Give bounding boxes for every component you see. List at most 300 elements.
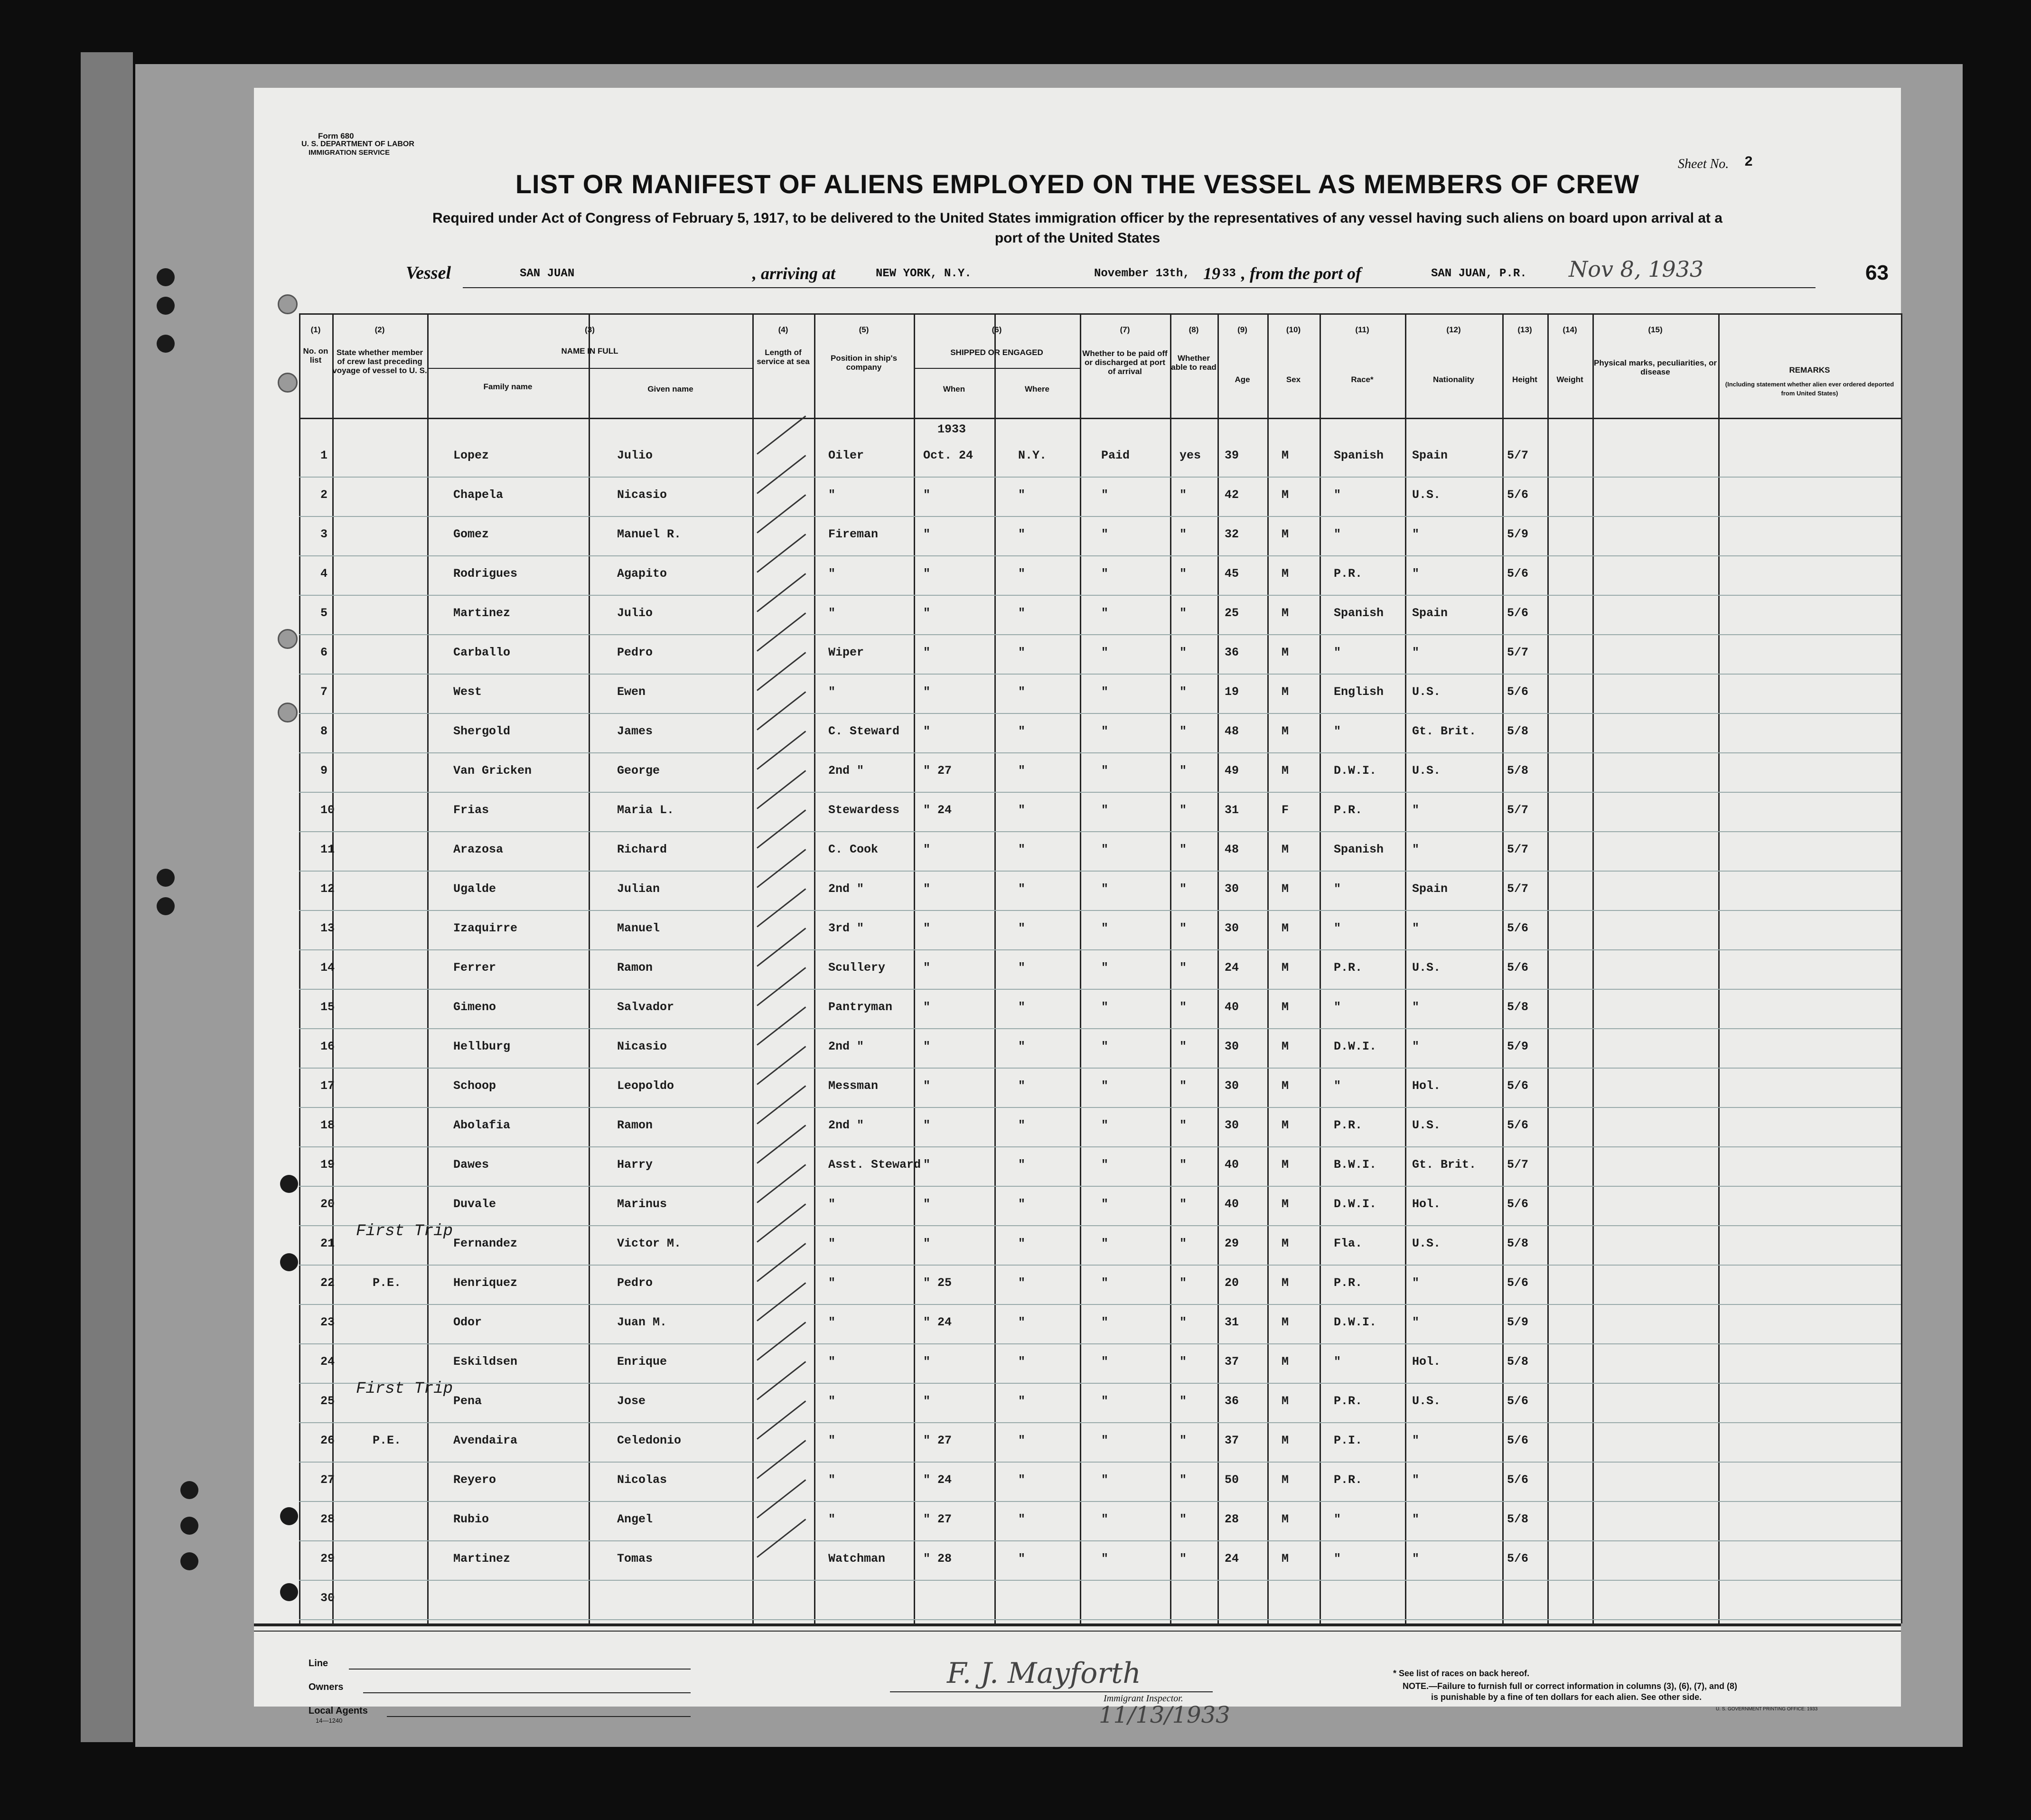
cell-race: " (1334, 1355, 1341, 1369)
row-divider (299, 910, 1901, 911)
cell-nationality: " (1412, 1434, 1420, 1447)
binder-strip (81, 52, 133, 1742)
cell-where: " (1018, 1197, 1026, 1211)
column-number: (4) (778, 325, 788, 334)
cell-no: 19 (320, 1158, 335, 1172)
cell-when: " (923, 843, 931, 856)
local-agents-label: Local Agents (309, 1706, 368, 1716)
cell-position: " (828, 1315, 836, 1329)
cell-age: 50 (1225, 1473, 1239, 1487)
cell-nationality: " (1412, 567, 1420, 581)
cell-family: Gomez (453, 527, 489, 541)
owners-field[interactable] (363, 1692, 691, 1693)
cell-where: " (1018, 1394, 1026, 1408)
cell-when: " 24 (923, 1315, 952, 1329)
cell-read: " (1179, 1040, 1187, 1053)
cell-paid: " (1101, 961, 1109, 975)
cell-age: 31 (1225, 803, 1239, 817)
table-row (254, 1069, 1901, 1109)
cell-position: Messman (828, 1079, 879, 1093)
cell-height: 5/6 (1507, 606, 1529, 620)
cell-race: " (1334, 724, 1341, 738)
cell-height: 5/7 (1507, 1158, 1529, 1172)
cell-sex: M (1282, 843, 1289, 856)
cell-height: 5/6 (1507, 488, 1529, 502)
cell-when: " 28 (923, 1552, 952, 1566)
sheet-number: 2 (1744, 154, 1753, 170)
cell-no: 12 (320, 882, 335, 896)
cell-position: " (828, 1512, 836, 1526)
cell-no: 13 (320, 921, 335, 935)
cell-position: 2nd " (828, 882, 864, 896)
cell-no: 26 (320, 1434, 335, 1447)
cell-position: Stewardess (828, 803, 900, 817)
cell-nationality: U.S. (1412, 1118, 1441, 1132)
binder-hole (180, 1517, 198, 1535)
cell-paid: " (1101, 567, 1109, 581)
row-divider (299, 516, 1901, 517)
cell-no: 8 (320, 724, 328, 738)
cell-nationality: Gt. Brit. (1412, 724, 1477, 738)
cell-race: English (1334, 685, 1384, 699)
cell-height: 5/6 (1507, 1079, 1529, 1093)
header-remarks: REMARKS (1789, 366, 1830, 375)
cell-position: " (828, 1197, 836, 1211)
cell-race: " (1334, 527, 1341, 541)
cell-given: Harry (617, 1158, 653, 1172)
cell-age: 42 (1225, 488, 1239, 502)
cell-sex: M (1282, 1040, 1289, 1053)
cell-sex: M (1282, 1394, 1289, 1408)
cell-age: 30 (1225, 1079, 1239, 1093)
cell-paid: " (1101, 1512, 1109, 1526)
cell-age: 30 (1225, 921, 1239, 935)
cell-when: " (923, 527, 931, 541)
cell-where: " (1018, 1473, 1026, 1487)
cell-height: 5/6 (1507, 1473, 1529, 1487)
cell-sex: M (1282, 1237, 1289, 1250)
column-number: (1) (310, 325, 321, 334)
cell-age: 40 (1225, 1000, 1239, 1014)
cell-race: D.W.I. (1334, 1040, 1377, 1053)
table-row (254, 518, 1901, 557)
cell-race: " (1334, 1000, 1341, 1014)
header-no-on-list: No. on list (303, 347, 328, 365)
cell-no: 4 (320, 567, 328, 581)
cell-race: " (1334, 921, 1341, 935)
column-number: (7) (1120, 325, 1130, 334)
cell-family: Reyero (453, 1473, 496, 1487)
cell-age: 30 (1225, 1040, 1239, 1053)
inspector-date: 11/13/1933 (1099, 1702, 1230, 1728)
column-number: (3) (585, 325, 595, 334)
cell-age: 19 (1225, 685, 1239, 699)
binder-hole (180, 1552, 198, 1570)
cell-age: 29 (1225, 1237, 1239, 1250)
cell-paid: " (1101, 1237, 1109, 1250)
cell-paid: " (1101, 1473, 1109, 1487)
cell-where: " (1018, 1079, 1026, 1093)
cell-family: Rodrigues (453, 567, 518, 581)
cell-sex: M (1282, 1434, 1289, 1447)
cell-race: Spanish (1334, 449, 1384, 462)
cell-paid: " (1101, 1394, 1109, 1408)
signature-line (890, 1691, 1213, 1692)
table-row (254, 439, 1901, 478)
cell-family: Abolafia (453, 1118, 511, 1132)
cell-paid: " (1101, 527, 1109, 541)
form-department: U. S. DEPARTMENT OF LABOR (301, 140, 414, 148)
cell-read: " (1179, 961, 1187, 975)
row-divider (299, 1225, 1901, 1226)
punch-hole (278, 373, 298, 393)
cell-height: 5/6 (1507, 961, 1529, 975)
cell-race: D.W.I. (1334, 1197, 1377, 1211)
cell-age: 30 (1225, 1118, 1239, 1132)
header-bottom-border (299, 418, 1901, 419)
cell-race: " (1334, 1512, 1341, 1526)
binder-hole (157, 335, 175, 353)
cell-age: 40 (1225, 1197, 1239, 1211)
cell-sex: M (1282, 449, 1289, 462)
cell-no: 25 (320, 1394, 335, 1408)
cell-nationality: Gt. Brit. (1412, 1158, 1477, 1172)
row-divider (299, 595, 1901, 596)
cell-sex: M (1282, 1197, 1289, 1211)
cell-where: " (1018, 1276, 1026, 1290)
name-subheader-divider (427, 368, 752, 369)
cell-family: Duvale (453, 1197, 496, 1211)
cell-given: Julio (617, 449, 653, 462)
cell-sex: M (1282, 488, 1289, 502)
cell-read: " (1179, 1315, 1187, 1329)
cell-read: " (1179, 1079, 1187, 1093)
row-divider (299, 674, 1901, 675)
cell-race: " (1334, 1552, 1341, 1566)
cell-race: P.R. (1334, 1276, 1363, 1290)
cell-read: " (1179, 1158, 1187, 1172)
header-race: Race* (1351, 375, 1374, 384)
cell-race: P.R. (1334, 567, 1363, 581)
cell-paid: " (1101, 1000, 1109, 1014)
cell-no: 21 (320, 1237, 335, 1250)
cell-where: " (1018, 1434, 1026, 1447)
cell-height: 5/7 (1507, 843, 1529, 856)
manifest-sheet (254, 88, 1901, 1728)
cell-where: " (1018, 724, 1026, 738)
cell-sex: M (1282, 1315, 1289, 1329)
cell-given: Celedonio (617, 1434, 682, 1447)
cell-when: " (923, 921, 931, 935)
cell-sex: M (1282, 606, 1289, 620)
row-divider (299, 831, 1901, 832)
cell-when: " (923, 1040, 931, 1053)
cell-sex: M (1282, 1355, 1289, 1369)
header-height: Height (1512, 375, 1537, 384)
punch-hole (278, 294, 298, 314)
cell-age: 37 (1225, 1434, 1239, 1447)
cell-race: " (1334, 1079, 1341, 1093)
column-number: (14) (1563, 325, 1577, 334)
row-divider (299, 1343, 1901, 1344)
cell-no: 9 (320, 764, 328, 778)
cell-race: P.R. (1334, 1473, 1363, 1487)
cell-position: Watchman (828, 1552, 886, 1566)
cell-family: Frias (453, 803, 489, 817)
arriving-label: , arriving at (752, 264, 836, 283)
cell-given: Victor M. (617, 1237, 682, 1250)
cell-paid: " (1101, 1552, 1109, 1566)
agents-field[interactable] (387, 1716, 691, 1717)
cell-height: 5/7 (1507, 882, 1529, 896)
arrival-date: November 13th, (1094, 267, 1190, 280)
cell-read: " (1179, 882, 1187, 896)
cell-when: " (923, 882, 931, 896)
cell-no: 17 (320, 1079, 335, 1093)
cell-given: Salvador (617, 1000, 674, 1014)
cell-age: 24 (1225, 1552, 1239, 1566)
cell-position: Oiler (828, 449, 864, 462)
cell-paid: " (1101, 843, 1109, 856)
arrival-year: 33 (1222, 267, 1236, 280)
table-row (254, 1582, 1901, 1621)
cell-age: 30 (1225, 882, 1239, 896)
cell-paid: " (1101, 685, 1109, 699)
cell-paid: " (1101, 882, 1109, 896)
cell-sex: M (1282, 1158, 1289, 1172)
form-service: IMMIGRATION SERVICE (309, 149, 390, 157)
cell-height: 5/6 (1507, 1552, 1529, 1566)
cell-race: Spanish (1334, 606, 1384, 620)
cell-no: 30 (320, 1591, 335, 1605)
binder-hole (157, 869, 175, 887)
cell-given: Jose (617, 1394, 646, 1408)
cell-where: " (1018, 567, 1026, 581)
cell-position: 3rd " (828, 921, 864, 935)
row-divider (299, 1501, 1901, 1502)
cell-position: " (828, 1237, 836, 1250)
column-number: (13) (1517, 325, 1532, 334)
cell-family: Lopez (453, 449, 489, 462)
header-able-to-read: Whether able to read (1171, 354, 1217, 372)
header-nationality: Nationality (1433, 375, 1474, 384)
fine-note-2: is punishable by a fine of ten dollars for each alien. See other side. (1431, 1692, 1702, 1702)
arrival-year-prefix: 19 (1203, 264, 1220, 283)
cell-height: 5/6 (1507, 685, 1529, 699)
column-number: (9) (1237, 325, 1247, 334)
cell-sex: M (1282, 1552, 1289, 1566)
cell-family: Fernandez (453, 1237, 518, 1250)
cell-where: " (1018, 1118, 1026, 1132)
cell-height: 5/8 (1507, 1237, 1529, 1250)
cell-read: " (1179, 1276, 1187, 1290)
cell-no: 16 (320, 1040, 335, 1053)
cell-where: " (1018, 803, 1026, 817)
cell-where: " (1018, 1040, 1026, 1053)
cell-height: 5/6 (1507, 1434, 1529, 1447)
cell-position: C. Steward (828, 724, 900, 738)
cell-given: Ramon (617, 1118, 653, 1132)
cell-read: " (1179, 527, 1187, 541)
cell-height: 5/7 (1507, 646, 1529, 659)
cell-nationality: Spain (1412, 449, 1448, 462)
table-row (254, 794, 1901, 833)
header-paid-off: Whether to be paid off or discharged at port of arrival (1082, 349, 1168, 376)
header-given-name: Given name (647, 385, 693, 394)
cell-no: 1 (320, 449, 328, 462)
cell-where: " (1018, 606, 1026, 620)
cell-position: " (828, 1276, 836, 1290)
cell-family: Van Gricken (453, 764, 532, 778)
cell-age: 25 (1225, 606, 1239, 620)
cell-no: 29 (320, 1552, 335, 1566)
cell-nationality: " (1412, 1473, 1420, 1487)
cell-height: 5/8 (1507, 1000, 1529, 1014)
cell-given: Pedro (617, 646, 653, 659)
cell-family: Hellburg (453, 1040, 511, 1053)
cell-state: P.E. (373, 1434, 402, 1447)
cell-when: " (923, 1355, 931, 1369)
cell-race: " (1334, 646, 1341, 659)
cell-no: 2 (320, 488, 328, 502)
fine-note: NOTE.—Failure to furnish full or correct information in columns (3), (6), (7), and (8) (1403, 1681, 1738, 1691)
cell-when: " (923, 1118, 931, 1132)
line-field[interactable] (349, 1669, 691, 1670)
cell-nationality: Spain (1412, 606, 1448, 620)
cell-height: 5/7 (1507, 803, 1529, 817)
cell-given: Manuel (617, 921, 660, 935)
cell-sex: M (1282, 921, 1289, 935)
form-number: Form 680 (318, 131, 354, 141)
cell-where: " (1018, 527, 1026, 541)
cell-read: " (1179, 1237, 1187, 1250)
header-age: Age (1235, 375, 1250, 384)
cell-height: 5/6 (1507, 1276, 1529, 1290)
cell-where: " (1018, 1158, 1026, 1172)
binder-hole (180, 1481, 198, 1499)
cell-age: 48 (1225, 724, 1239, 738)
cell-position: " (828, 1473, 836, 1487)
sheet-number-label: Sheet No. (1678, 157, 1729, 171)
line-label: Line (309, 1658, 328, 1669)
cell-paid: " (1101, 1118, 1109, 1132)
table-row (254, 1306, 1901, 1345)
owners-label: Owners (309, 1682, 344, 1692)
cell-where: " (1018, 1355, 1026, 1369)
cell-read: " (1179, 803, 1187, 817)
cell-read: " (1179, 764, 1187, 778)
cell-when: " (923, 646, 931, 659)
cell-state: First Trip (356, 1380, 453, 1398)
cell-read: " (1179, 606, 1187, 620)
cell-paid: " (1101, 1434, 1109, 1447)
cell-height: 5/8 (1507, 724, 1529, 738)
cell-where: " (1018, 961, 1026, 975)
cell-position: Pantryman (828, 1000, 893, 1014)
cell-race: P.R. (1334, 803, 1363, 817)
races-note: * See list of races on back hereof. (1393, 1669, 1530, 1678)
table-row (254, 872, 1901, 912)
cell-sex: M (1282, 1000, 1289, 1014)
header-weight: Weight (1556, 375, 1583, 384)
cell-nationality: U.S. (1412, 1237, 1441, 1250)
cell-when: " 27 (923, 1512, 952, 1526)
cell-when: " 27 (923, 1434, 952, 1447)
cell-where: " (1018, 921, 1026, 935)
cell-no: 10 (320, 803, 335, 817)
cell-height: 5/9 (1507, 1315, 1529, 1329)
cell-given: Maria L. (617, 803, 674, 817)
cell-read: " (1179, 921, 1187, 935)
cell-nationality: U.S. (1412, 764, 1441, 778)
cell-paid: " (1101, 1276, 1109, 1290)
header-position: Position in ship's company (830, 354, 898, 372)
cell-where: " (1018, 646, 1026, 659)
cell-read: " (1179, 1197, 1187, 1211)
cell-age: 32 (1225, 527, 1239, 541)
cell-nationality: " (1412, 527, 1420, 541)
cell-paid: " (1101, 606, 1109, 620)
cell-age: 49 (1225, 764, 1239, 778)
cell-where: " (1018, 843, 1026, 856)
cell-sex: M (1282, 527, 1289, 541)
column-number: (8) (1189, 325, 1199, 334)
cell-position: " (828, 606, 836, 620)
header-family-name: Family name (483, 382, 533, 391)
cell-family: Chapela (453, 488, 504, 502)
vessel-underline (463, 287, 1816, 288)
cell-nationality: " (1412, 803, 1420, 817)
from-port-label: , from the port of (1241, 264, 1362, 283)
header-physical: Physical marks, peculiarities, or disease (1594, 358, 1717, 376)
row-divider (299, 871, 1901, 872)
column-number: (11) (1355, 325, 1369, 334)
cell-when: " 24 (923, 803, 952, 817)
cell-family: Pena (453, 1394, 482, 1408)
cell-family: Odor (453, 1315, 482, 1329)
header-when: When (943, 385, 965, 394)
row-divider (299, 1540, 1901, 1541)
cell-no: 18 (320, 1118, 335, 1132)
table-row (254, 1148, 1901, 1188)
cell-given: James (617, 724, 653, 738)
cell-height: 5/6 (1507, 1197, 1529, 1211)
cell-given: Nicolas (617, 1473, 667, 1487)
cell-given: Ramon (617, 961, 653, 975)
cell-position: " (828, 1434, 836, 1447)
cell-race: Spanish (1334, 843, 1384, 856)
cell-position: 2nd " (828, 1118, 864, 1132)
cell-when: " (923, 488, 931, 502)
binder-hole (157, 297, 175, 315)
cell-position: C. Cook (828, 843, 879, 856)
cell-paid: " (1101, 1079, 1109, 1093)
cell-read: " (1179, 646, 1187, 659)
table-top-border (299, 313, 1901, 315)
cell-given: Pedro (617, 1276, 653, 1290)
cell-given: Agapito (617, 567, 667, 581)
row-divider (299, 1068, 1901, 1069)
cell-read: yes (1179, 449, 1201, 462)
row-divider (299, 634, 1901, 635)
printing-office: U. S. GOVERNMENT PRINTING OFFICE: 1933 (1716, 1707, 1818, 1712)
cell-age: 40 (1225, 1158, 1239, 1172)
cell-age: 28 (1225, 1512, 1239, 1526)
cell-position: " (828, 685, 836, 699)
cell-nationality: U.S. (1412, 488, 1441, 502)
cell-given: Ewen (617, 685, 646, 699)
year-header: 1933 (937, 422, 966, 436)
